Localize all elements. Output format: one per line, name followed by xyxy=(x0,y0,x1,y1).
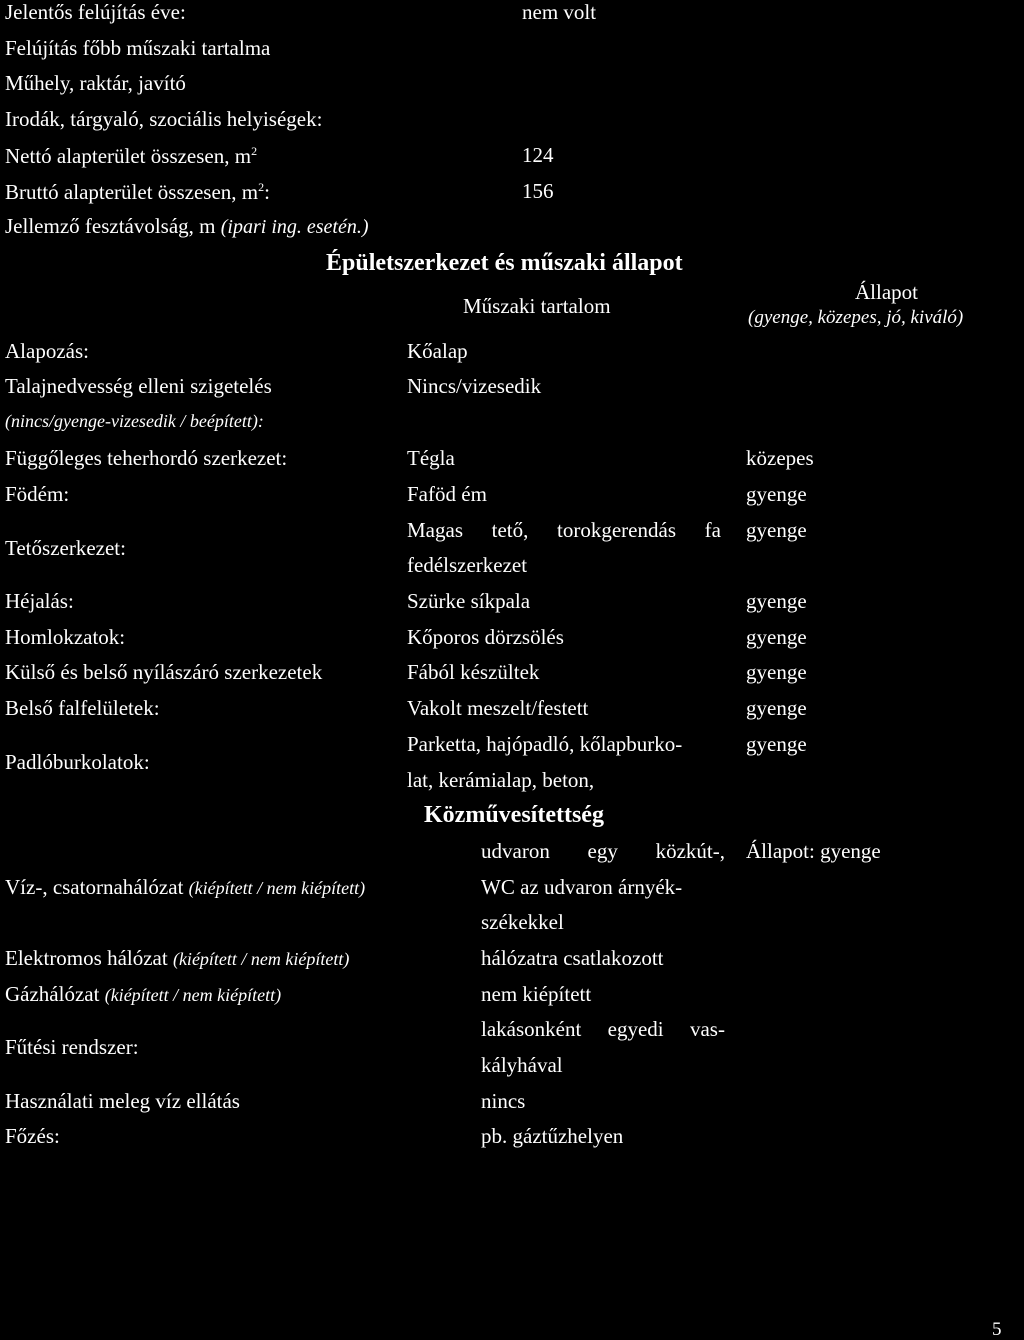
row-content: Vakolt meszelt/festett xyxy=(407,696,589,720)
column-header-content: Műszaki tartalom xyxy=(463,294,611,318)
net-area-unit-sup: 2 xyxy=(251,144,258,158)
water-value-line1 xyxy=(481,841,725,862)
gas-label xyxy=(5,984,281,1005)
row-content: Szürke síkpala xyxy=(407,589,531,613)
row-state: gyenge xyxy=(746,696,807,720)
gross-area-unit-sup: 2 xyxy=(258,180,265,194)
offices-label: Irodák, tárgyaló, szociális helyiségek: xyxy=(5,107,323,131)
electric-value: hálózatra csatlakozott xyxy=(481,946,664,970)
row-content-line2: lat, kerámialap, beton, xyxy=(407,768,595,792)
renovation-year-value: nem volt xyxy=(522,0,597,24)
hotwater-value: nincs xyxy=(481,1089,526,1113)
row-state: gyenge xyxy=(746,660,807,684)
span-label-text: Jellemző fesztávolság, m xyxy=(5,214,221,238)
net-area-label xyxy=(5,145,257,167)
row-state: közepes xyxy=(746,446,814,470)
word: közkút-, xyxy=(655,839,725,863)
row-state: gyenge xyxy=(746,625,807,649)
water-value-line3: székekkel xyxy=(481,910,564,934)
row-content: Faföd ém xyxy=(407,482,487,506)
gas-label-text: Gázhálózat xyxy=(5,982,105,1006)
renovation-year-label: Jelentős felújítás éve: xyxy=(5,0,186,24)
word: Magas xyxy=(407,518,463,542)
heating-label: Fűtési rendszer: xyxy=(5,1035,139,1059)
moisture-label: Talajnedvesség elleni szigetelés xyxy=(5,374,272,398)
electric-note: (kiépített / nem kiépített) xyxy=(172,949,350,969)
span-note: (ipari ing. esetén.) xyxy=(220,216,369,238)
electric-label-text: Elektromos hálózat xyxy=(5,946,173,970)
row-label: Függőleges teherhordó szerkezet: xyxy=(5,446,288,470)
row-label: Tetőszerkezet: xyxy=(5,536,126,560)
column-header-state: Állapot xyxy=(855,280,918,304)
cooking-label: Főzés: xyxy=(5,1124,60,1148)
water-note: (kiépített / nem kiépített) xyxy=(188,878,366,898)
row-state: gyenge xyxy=(746,518,807,542)
row-content: Tégla xyxy=(407,446,455,470)
moisture-note: (nincs/gyenge-vizesedik / beépített): xyxy=(5,411,264,431)
column-header-state-note: (gyenge, közepes, jó, kiváló) xyxy=(748,307,964,328)
word: lakásonként xyxy=(481,1017,582,1041)
workshop-label: Műhely, raktár, javító xyxy=(5,71,186,95)
water-value-line2: WC az udvaron árnyék- xyxy=(481,875,683,899)
water-label xyxy=(5,877,365,898)
moisture-value: Nincs/vizesedik xyxy=(407,374,542,398)
gross-area-text: Bruttó alapterület összesen, m xyxy=(5,180,259,204)
cooking-value: pb. gáztűzhelyen xyxy=(481,1124,624,1148)
foundation-value: Kőalap xyxy=(407,339,468,363)
water-label-text: Víz-, csatornahálózat xyxy=(5,875,189,899)
row-label: Homlokzatok: xyxy=(5,625,126,649)
word: tető, xyxy=(491,518,529,542)
row-content: Fából készültek xyxy=(407,660,540,684)
row-state: gyenge xyxy=(746,732,807,756)
row-content: Kőporos dörzsölés xyxy=(407,625,564,649)
row-content-line2: fedélszerkezet xyxy=(407,553,528,577)
utilities-title: Közművesítettség xyxy=(424,802,604,828)
row-state: gyenge xyxy=(746,482,807,506)
row-label: Külső és belső nyílászáró szerkezetek xyxy=(5,660,323,684)
page-number: 5 xyxy=(992,1319,1002,1340)
net-area-value: 124 xyxy=(522,143,554,167)
heating-value-line2: kályhával xyxy=(481,1053,563,1077)
word: egy xyxy=(587,839,618,863)
row-state: gyenge xyxy=(746,589,807,613)
row-label: Héjalás: xyxy=(5,589,74,613)
gross-area-label xyxy=(5,181,270,203)
gross-area-colon: : xyxy=(264,180,270,204)
gas-value: nem kiépített xyxy=(481,982,592,1006)
word: vas- xyxy=(689,1017,725,1041)
renovation-content-label: Felújítás főbb műszaki tartalma xyxy=(5,36,271,60)
net-area-text: Nettó alapterület összesen, m xyxy=(5,144,252,168)
row-label: Belső falfelületek: xyxy=(5,696,160,720)
heating-value-line1 xyxy=(481,1019,725,1040)
row-label: Födém: xyxy=(5,482,70,506)
hotwater-label: Használati meleg víz ellátás xyxy=(5,1089,240,1113)
span-label xyxy=(5,216,369,237)
row-content-line1: Parketta, hajópadló, kőlapburko- xyxy=(407,732,683,756)
foundation-label: Alapozás: xyxy=(5,339,89,363)
word: fa xyxy=(704,518,721,542)
electric-label xyxy=(5,948,349,969)
word: udvaron xyxy=(481,839,550,863)
structure-title: Épületszerkezet és műszaki állapot xyxy=(326,250,683,276)
gross-area-value: 156 xyxy=(522,179,554,203)
word: torokgerendás xyxy=(557,518,676,542)
row-label: Padlóburkolatok: xyxy=(5,750,150,774)
water-state: Állapot: gyenge xyxy=(746,839,881,863)
row-content-line1 xyxy=(407,520,721,541)
gas-note: (kiépített / nem kiépített) xyxy=(104,985,282,1005)
word: egyedi xyxy=(607,1017,664,1041)
